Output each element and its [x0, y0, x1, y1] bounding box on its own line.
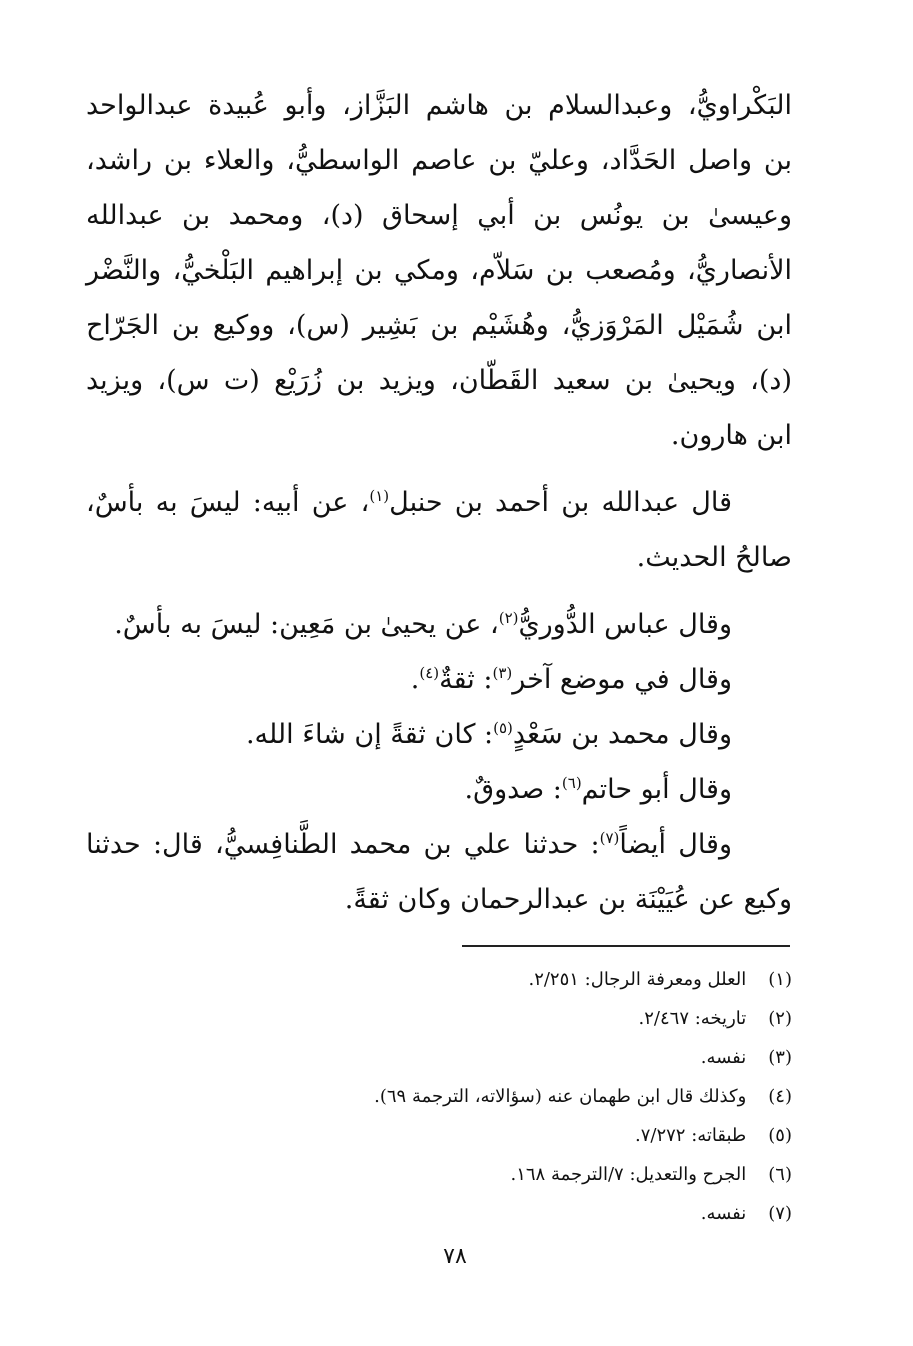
text-line: بن واصل الحَدَّاد، وعليّ بن عاصم الواسطيُّ، والعلاء بن راشد، [86, 145, 792, 176]
text-segment: : صدوقٌ. [464, 774, 562, 805]
text-segment: قال عبدالله بن أحمد بن حنبل [389, 487, 733, 518]
text-line: الأنصاريُّ، ومُصعب بن سَلاّم، ومكي بن إبراهيم البَلْخيُّ، والنَّضْر [86, 255, 792, 286]
footnote-marker: (١) [369, 487, 390, 505]
footnote-text: نفسه. [700, 1203, 747, 1224]
footnote-marker: (٤) [419, 664, 440, 682]
footnote-number: (٣) [768, 1047, 792, 1068]
footnote-text: وكذلك قال ابن طهمان عنه (سؤالاته، الترجمة ٦٩). [374, 1086, 747, 1107]
footnote-marker: (٥) [493, 719, 513, 737]
footnote-marker: (٣) [492, 664, 513, 682]
footnote-number: (٢) [768, 1008, 792, 1029]
text-segment: وقال أيضاً [619, 829, 733, 860]
paragraph-ahmad-line-2: صالحُ الحديث. [636, 542, 792, 573]
text-line: ابن هارون. [670, 420, 792, 451]
quote-line [86, 707, 792, 762]
paragraph-last-line-2: وكيع عن عُيَيْنَة بن عبدالرحمان وكان ثقةً. [344, 884, 792, 915]
text-segment: وقال محمد بن سَعْدٍ [512, 719, 732, 750]
footnote-text: تاريخه: ٢/٤٦٧. [638, 1008, 747, 1029]
footnote-text: طبقاته: ٧/٢٧٢. [634, 1125, 747, 1146]
footnote-number: (٧) [768, 1203, 792, 1224]
footnote-text: العلل ومعرفة الرجال: ٢/٢٥١. [528, 969, 747, 990]
text-segment: . [410, 664, 420, 695]
footnote-item [300, 960, 792, 999]
main-text [86, 78, 792, 927]
text-segment: : ثقةٌ [439, 664, 493, 695]
quote-line [86, 652, 792, 707]
footnote-number: (٦) [768, 1164, 792, 1185]
footnote-number: (٥) [768, 1125, 792, 1146]
paragraph-last-line-1 [86, 817, 792, 872]
footnote-number: (٤) [768, 1086, 792, 1107]
text-segment: ، عن يحيىٰ بن مَعِين: ليسَ به بأسٌ. [114, 609, 499, 640]
footnote-text: نفسه. [700, 1047, 747, 1068]
footnote-marker: (٦) [561, 774, 582, 792]
text-segment: : كان ثقةً إن شاءَ الله. [245, 719, 494, 750]
footnote-item [300, 1194, 792, 1233]
text-line: وعيسىٰ بن يونُس بن أبي إسحاق (د)، ومحمد بن عبدالله [86, 200, 792, 231]
footnote-marker: (٧) [599, 829, 620, 847]
footnote-number: (١) [768, 969, 792, 990]
paragraph-ahmad-line-1 [86, 475, 792, 530]
quote-line [86, 762, 792, 817]
footnote-separator [462, 945, 790, 947]
text-line: (د)، ويحيىٰ بن سعيد القَطّان، ويزيد بن زُرَيْع (ت س)، ويزيد [86, 365, 792, 396]
quote-line [86, 597, 792, 652]
footnotes [300, 960, 792, 1233]
text-line: ابن شُمَيْل المَرْوَزيُّ، وهُشَيْم بن بَشِير (س)، ووكيع بن الجَرّاح [86, 310, 792, 341]
text-line: البَكْراويُّ، وعبدالسلام بن هاشم البَزَّاز، وأبو عُبيدة عبدالواحد [86, 90, 792, 121]
footnote-item [300, 1077, 792, 1116]
footnote-item [300, 999, 792, 1038]
text-segment: وقال أبو حاتم [581, 774, 732, 805]
text-segment: وقال عباس الدُّوريُّ [518, 609, 732, 640]
footnote-marker: (٢) [498, 609, 519, 627]
footnote-item [300, 1155, 792, 1194]
footnote-item [300, 1038, 792, 1077]
page-number: ٧٨ [443, 1244, 467, 1269]
text-segment: ، عن أبيه: ليسَ به بأسٌ، [86, 487, 370, 518]
footnote-item [300, 1116, 792, 1155]
footnote-text: الجرح والتعديل: ٧/الترجمة ١٦٨. [510, 1164, 747, 1185]
text-segment: وقال في موضع آخر [512, 664, 732, 695]
text-segment: : حدثنا علي بن محمد الطَّنافِسيُّ، قال: حدثنا [86, 829, 600, 860]
